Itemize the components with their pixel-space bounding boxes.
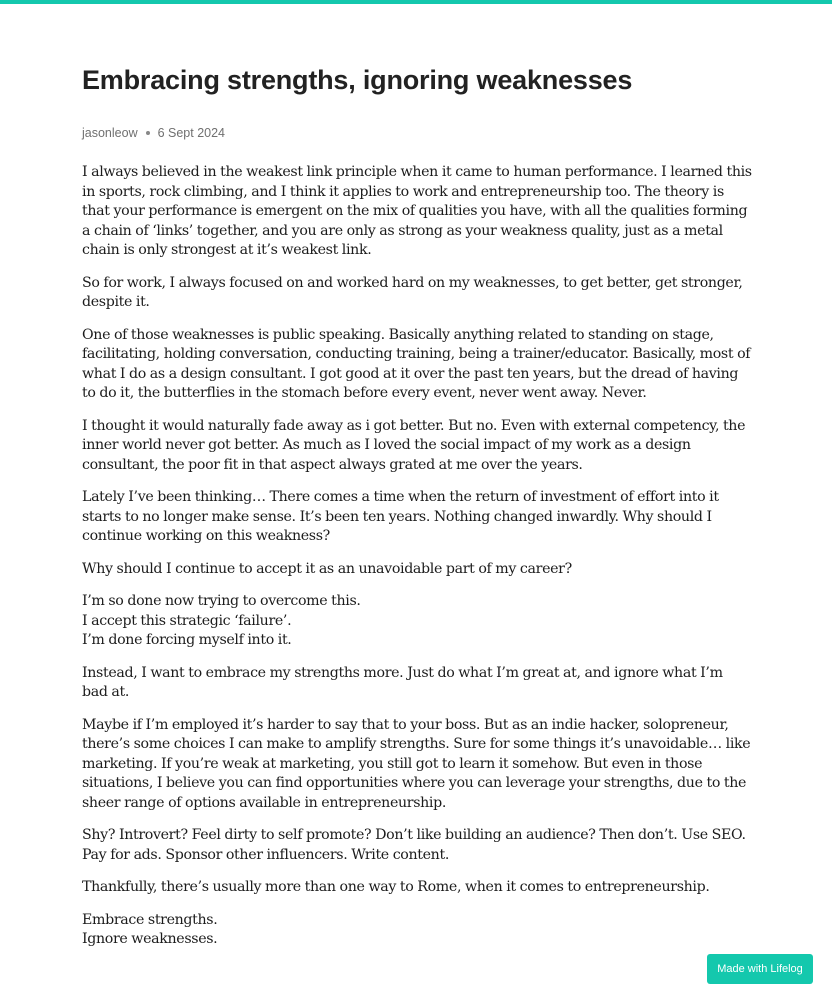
post-meta — [82, 124, 752, 142]
paragraph-line: I’m done forcing myself into it. — [82, 632, 292, 648]
paragraph-line: I accept this strategic ‘failure’. — [82, 612, 292, 629]
post-paragraph — [82, 716, 752, 814]
post-date: 6 Sept 2024 — [157, 126, 226, 140]
paragraph-line: I always believed in the weakest link principle when it came to human performance. I learned this in sports, rock climbing, and I think it applies to work and entrepreneurship too. The theory is that your performance is emergent on the mix of qualities you have, with all the qualities forming a chain of ‘links’ together, and you are only as strong as your weakness quality, just as a metal chain is only strongest at it’s weakest link. — [82, 164, 752, 258]
paragraph-line: I’m so done now trying to overcome this. — [82, 593, 361, 609]
post-title: Embracing strengths, ignoring weaknesses — [82, 65, 633, 95]
paragraph-line: So for work, I always focused on and worked hard on my weaknesses, to get better, get stronger, despite it. — [82, 274, 743, 310]
post-paragraph — [82, 592, 752, 651]
made-with-lifelog-button[interactable]: Made with Lifelog — [707, 954, 813, 984]
post-paragraph — [82, 274, 752, 313]
paragraph-line: Ignore weaknesses. — [82, 931, 218, 947]
post-paragraph — [82, 664, 752, 703]
post-paragraph — [82, 163, 752, 261]
paragraph-line: One of those weaknesses is public speaking. Basically anything related to standing on stage, facilitating, holding conversation, conducting training, being a trainer/educator. Basically, most of what I do as a design consultant. I got good at it over the past ten years, but the dread of having to do it, the butterflies in the stomach before every event, never went away. Never. — [82, 326, 751, 401]
post-paragraph — [82, 826, 752, 865]
post-paragraph — [82, 326, 752, 404]
paragraph-line: Instead, I want to embrace my strengths more. Just do what I’m great at, and ignore what I’m bad at. — [82, 664, 723, 700]
post-paragraph — [82, 911, 752, 950]
post-paragraph — [82, 417, 752, 476]
post-paragraph — [82, 488, 752, 547]
top-accent-bar — [0, 0, 832, 4]
paragraph-line: Maybe if I’m employed it’s harder to say that to your boss. But as an indie hacker, solopreneur, there’s some choices I can make to amplify strengths. Sure for some things it’s unavoidable… like marketing. If you’re weak at marketing, you still got to learn it somehow. But even in those situations, I believe you can find opportunities where you can leverage your strengths, due to the sheer range of options available in entrepreneurship. — [82, 716, 751, 811]
post-body — [82, 163, 752, 950]
separator-dot — [146, 131, 150, 135]
paragraph-line: Thankfully, there’s usually more than one way to Rome, when it comes to entrepreneurship. — [82, 879, 710, 895]
post-paragraph — [82, 560, 752, 580]
post-article — [82, 62, 752, 963]
paragraph-line: Embrace strengths. — [82, 911, 218, 928]
paragraph-line: Why should I continue to accept it as an unavoidable part of my career? — [82, 560, 572, 577]
paragraph-line: Shy? Introvert? Feel dirty to self promote? Don’t like building an audience? Then don’t. Use SEO. Pay for ads. Sponsor other influencers. Write content. — [82, 827, 746, 863]
paragraph-line: I thought it would naturally fade away as i got better. But no. Even with external competency, the inner world never got better. As much as I loved the social impact of my work as a design consultant, the poor fit in that aspect always grated at me over the years. — [82, 417, 746, 473]
post-paragraph — [82, 878, 752, 898]
author-link[interactable]: jasonleow — [82, 126, 138, 140]
paragraph-line: Lately I’ve been thinking… There comes a time when the return of investment of effort into it starts to no longer make sense. It’s been ten years. Nothing changed inwardly. Why should I continue working on this weakness? — [82, 489, 719, 544]
